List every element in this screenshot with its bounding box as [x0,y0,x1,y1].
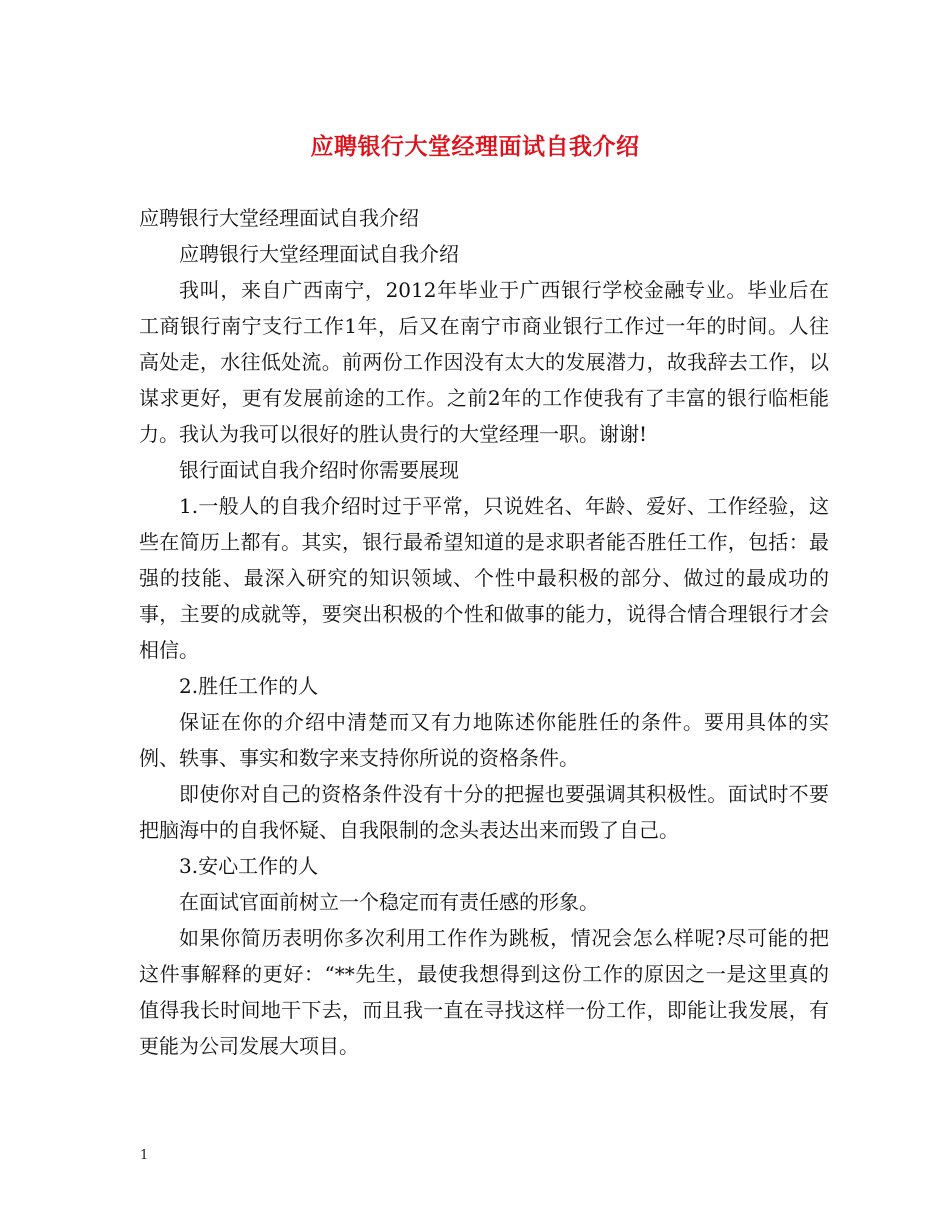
document-body [139,200,829,1064]
paragraph-point-3-extra: 如果你简历表明你多次利用工作作为跳板，情况会怎么样呢?尽可能的把这件事解释的更好：“**先生，最使我想得到这份工作的原因之一是这里真的值得我长时间地干下去，而且我一直在寻找这样一份工作，即能让我发展，有更能为公司发展大项目。 [139,926,829,1058]
page-number: 1 [140,1148,149,1163]
paragraph-point-2-body: 保证在你的介绍中清楚而又有力地陈述你能胜任的条件。要用具体的实例、轶事、事实和数字来支持你所说的资格条件。 [139,710,829,770]
paragraph-intro: 我叫，来自广西南宁，2012年毕业于广西银行学校金融专业。毕业后在工商银行南宁支行工作1年，后又在南宁市商业银行工作过一年的时间。人往高处走，水往低处流。前两份工作因没有太大的发展潜力，故我辞去工作，以谋求更好，更有发展前途的工作。之前2年的工作使我有了丰富的银行临柜能力。我认为我可以很好的胜认贵行的大堂经理一职。谢谢! [139,278,829,446]
paragraph-heading: 应聘银行大堂经理面试自我介绍 [139,206,419,230]
paragraph-section-heading: 银行面试自我介绍时你需要展现 [179,458,459,482]
document-title: 应聘银行大堂经理面试自我介绍 [310,134,640,160]
paragraph-point-2-extra: 即使你对自己的资格条件没有十分的把握也要强调其积极性。面试时不要把脑海中的自我怀疑、自我限制的念头表达出来而毁了自己。 [139,782,829,842]
paragraph-point-2-heading: 2.胜任工作的人 [179,674,319,698]
paragraph-subheading: 应聘银行大堂经理面试自我介绍 [179,242,459,266]
paragraph-point-3-body: 在面试官面前树立一个稳定而有责任感的形象。 [179,890,599,914]
paragraph-point-1: 1.一般人的自我介绍时过于平常，只说姓名、年龄、爱好、工作经验，这些在简历上都有。其实，银行最希望知道的是求职者能否胜任工作，包括：最强的技能、最深入研究的知识领域、个性中最积极的部分、做过的最成功的事，主要的成就等，要突出积极的个性和做事的能力，说得合情合理银行才会相信。 [139,494,829,662]
paragraph-point-3-heading: 3.安心工作的人 [179,854,319,878]
